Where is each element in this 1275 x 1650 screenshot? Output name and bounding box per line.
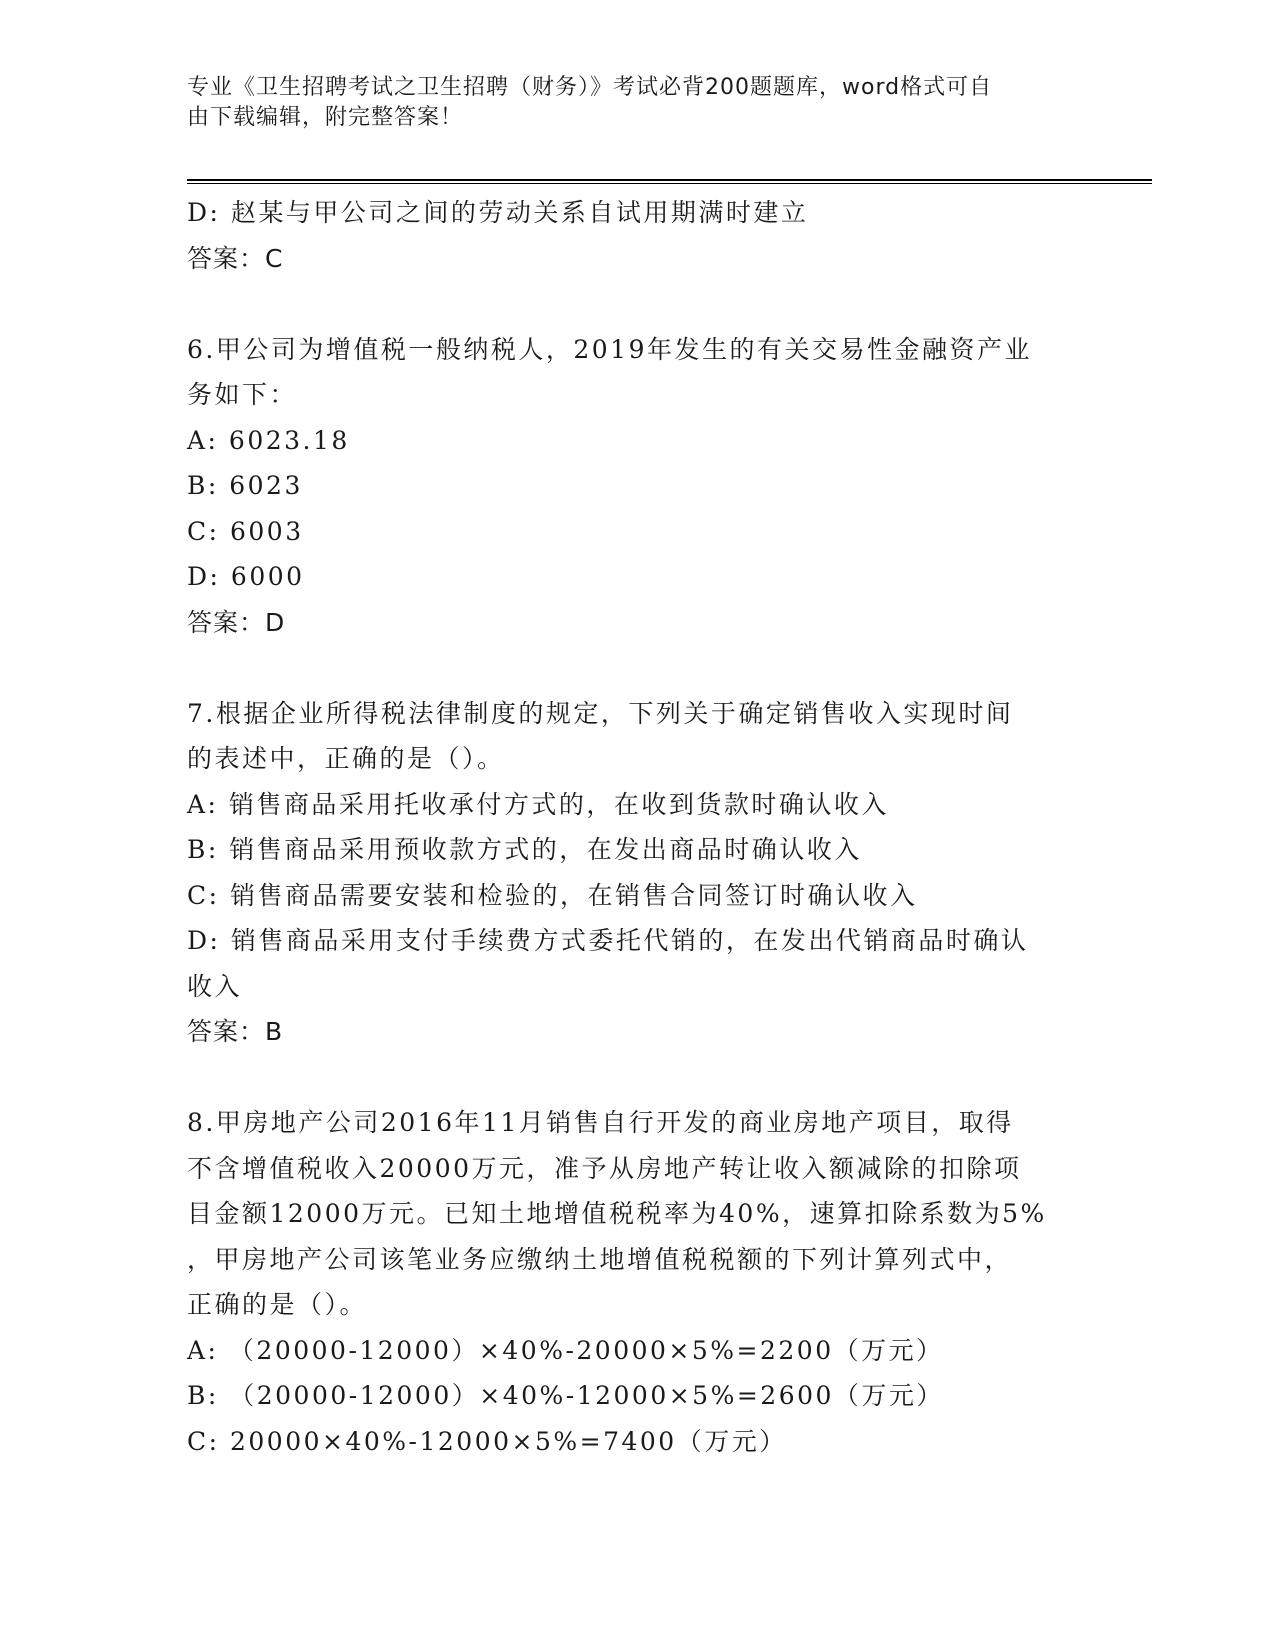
- question-stem: 不含增值税收入20000万元，准予从房地产转让收入额减除的扣除项: [187, 1153, 1022, 1183]
- option-b: B: （20000-12000）×40%-12000×5%=2600（万元）: [187, 1381, 944, 1410]
- option-d-continued: 收入: [187, 971, 243, 1001]
- option-c: C: 20000×40%-12000×5%=7400（万元）: [187, 1426, 787, 1456]
- page-header: [187, 73, 1087, 133]
- option-c: C: 6003: [187, 516, 304, 546]
- answer-label: 答案：C: [187, 243, 284, 273]
- option-a: A: （20000-12000）×40%-20000×5%=2200（万元）: [187, 1335, 944, 1365]
- header-line-1: 专业《卫生招聘考试之卫生招聘（财务）》考试必背200题题库，word格式可自: [187, 75, 993, 100]
- question-stem: 7.根据企业所得税法律制度的规定，下列关于确定销售收入实现时间: [187, 698, 1014, 728]
- option-b: B: 销售商品采用预收款方式的，在发出商品时确认收入: [187, 835, 862, 864]
- option-d: D: 赵某与甲公司之间的劳动关系自试用期满时建立: [187, 198, 809, 227]
- answer-label: 答案：D: [187, 607, 286, 637]
- question-5-tail: [187, 190, 1067, 281]
- question-stem: 6.甲公司为增值税一般纳税人，2019年发生的有关交易性金融资产业: [187, 334, 1032, 364]
- question-stem: ，甲房地产公司该笔业务应缴纳土地增值税税额的下列计算列式中，: [187, 1244, 1013, 1274]
- answer-label: 答案：B: [187, 1017, 284, 1046]
- question-stem: 正确的是（）。: [187, 1290, 368, 1319]
- option-d: D: 6000: [187, 562, 305, 591]
- document-body: [187, 190, 1067, 1464]
- question-stem: 8.甲房地产公司2016年11月销售自行开发的商业房地产项目，取得: [187, 1108, 1014, 1137]
- question-7: [187, 691, 1067, 1055]
- question-8: [187, 1100, 1067, 1464]
- question-stem: 务如下：: [187, 380, 298, 409]
- option-c: C: 销售商品需要安装和检验的，在销售合同签订时确认收入: [187, 880, 918, 910]
- option-a: A: 销售商品采用托收承付方式的，在收到货款时确认收入: [187, 789, 889, 819]
- spacer: [187, 281, 1067, 327]
- question-6: [187, 327, 1067, 646]
- header-line-2: 由下载编辑，附完整答案！: [187, 105, 464, 130]
- question-stem: 的表述中，正确的是（）。: [187, 744, 505, 773]
- option-b: B: 6023: [187, 471, 303, 500]
- question-stem: 目金额12000万元。已知土地增值税税率为40%，速算扣除系数为5%: [187, 1199, 1047, 1228]
- header-divider-thin: [187, 183, 1152, 184]
- option-d: D: 销售商品采用支付手续费方式委托代销的，在发出代销商品时确认: [187, 926, 1029, 955]
- header-divider-thick: [187, 179, 1152, 181]
- spacer: [187, 1055, 1067, 1101]
- spacer: [187, 645, 1067, 691]
- option-a: A: 6023.18: [187, 425, 350, 455]
